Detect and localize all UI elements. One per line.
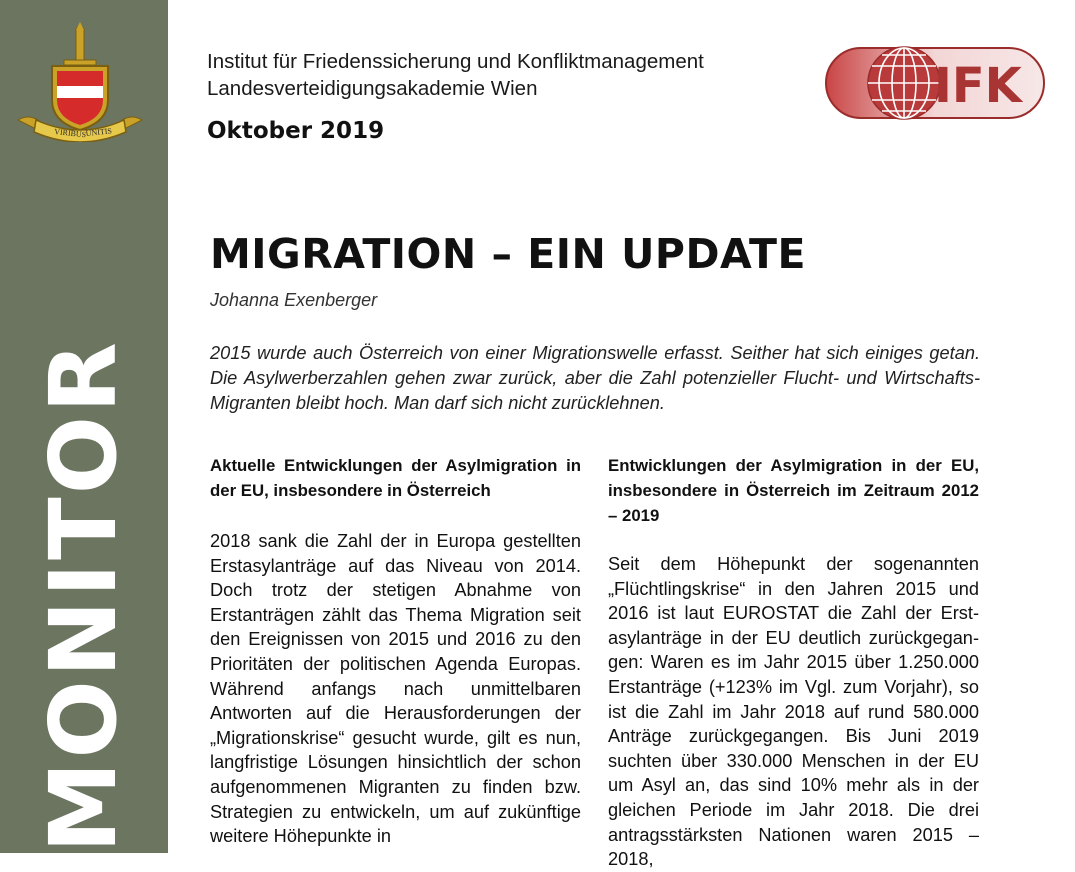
ifk-logo-text: IFK — [934, 58, 1022, 114]
article-column-left — [210, 453, 581, 849]
institute-line-2: Landesverteidigungsakademie Wien — [207, 77, 538, 100]
ifk-logo — [824, 44, 1048, 122]
institute-line-1: Institut für Friedenssicherung und Konfliktmanagement — [207, 50, 704, 73]
article-lead: 2015 wurde auch Österreich von einer Migrationswelle erfasst. Seither hat sich einiges getan. Die Asylwerberzahlen gehen zwar zurück, aber die Zahl potenzieller Flucht- und Wirtschafts-Migranten bleibt hoch. Man darf sich nicht zurücklehnen. — [210, 343, 980, 413]
coat-of-arms-emblem — [14, 22, 146, 142]
sidebar-monitor-label: MONITOR — [30, 339, 137, 853]
issue-date: Oktober 2019 — [207, 118, 385, 144]
sidebar — [0, 0, 168, 853]
institute-name — [207, 48, 704, 102]
left-column-heading: Aktuelle Entwicklungen der Asylmigration in der EU, insbesondere in Österreich — [210, 456, 581, 500]
left-column-body: 2018 sank die Zahl der in Europa gestellten Erstasylanträge auf das Niveau von 2014. Doch trotz der stetigen Abnahme von Erstanträgen zählt das Thema Migration seit den Ereignissen von 2015 und 2016 zu den Prioritäten der politischen Agenda Europas. Während anfangs nach unmittelbaren Antworten auf die Herausforderungen der „Migrationskrise“ gesucht wurde, gilt es nun, langfristige Lösungen hinsichtlich der schon aufgenommenen Migranten zu finden bzw. Strategien zu entwickeln, um auf zukünftige weitere Höhepunkte in — [210, 531, 581, 847]
globe-icon — [868, 47, 940, 119]
emblem-motto-left: VIRIBUS — [53, 127, 87, 140]
article-author: Johanna Exenberger — [210, 290, 378, 310]
emblem-motto-right: UNITIS — [85, 126, 113, 138]
article-column-right — [608, 453, 979, 872]
right-column-body: Seit dem Höhepunkt der sogenannten „Flüchtlingskrise“ in den Jahren 2015 und 2016 ist laut EUROSTAT die Zahl der Erstasylanträge in der EU deutlich zurückgegangen: Waren es im Jahr 2015 über 1.250.000 Erstanträge (+123% im Vgl. zum Vorjahr), so ist die Zahl im Jahr 2018 auf rund 580.000 Anträge zurückgegangen. Bis Juni 2019 suchten über 330.000 Menschen in der EU um Asyl an, das sind 10% mehr als in der gleichen Periode im Jahr 2018. Die drei antragsstärksten Nationen waren 2015 – 2018, — [608, 554, 979, 870]
article-title: MIGRATION – EIN UPDATE — [210, 230, 807, 278]
right-column-heading: Entwicklungen der Asylmigration in der EU, insbesondere in Österreich im Zeitraum 2012 – 2019 — [608, 456, 979, 525]
